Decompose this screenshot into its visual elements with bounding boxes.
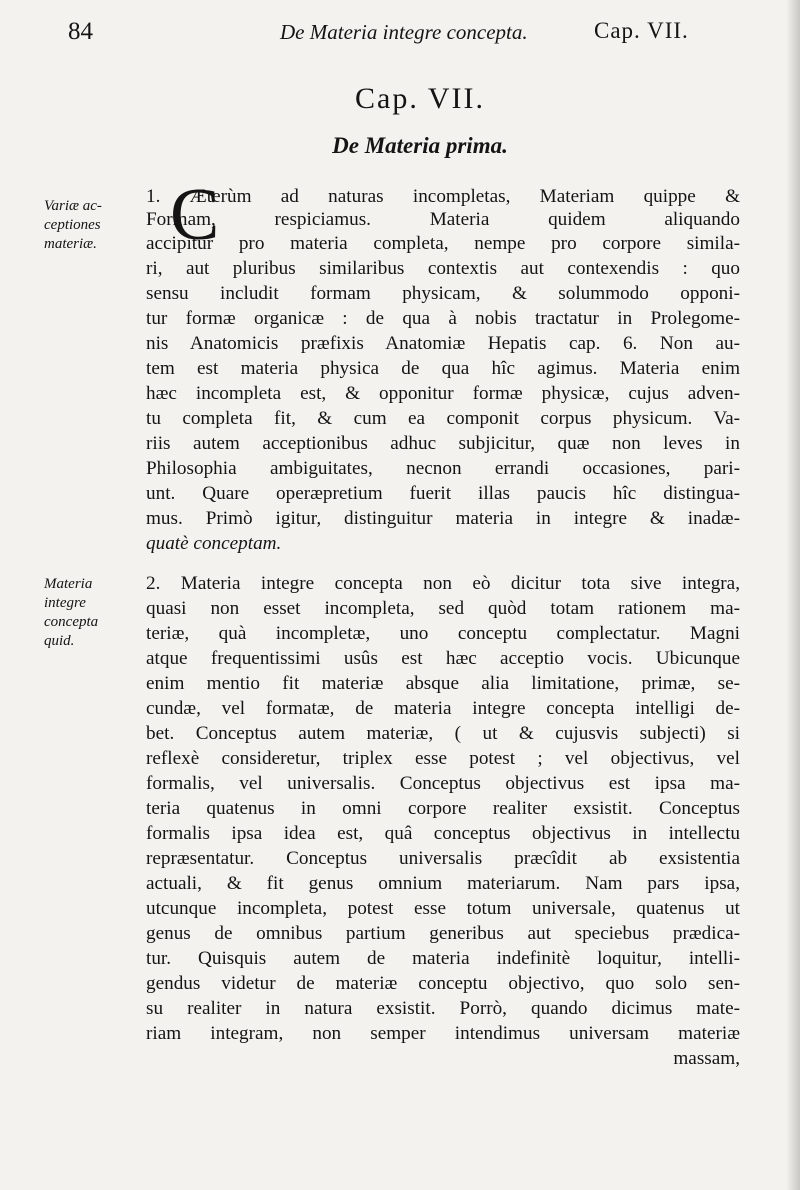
text-line: unt. Quare operæpretium fuerit illas paucis hîc distingua- [146, 483, 740, 504]
text-line: repræsentatur. Conceptus universalis præcîdit ab exsistentia [146, 848, 740, 869]
text-line: formalis, vel universalis. Conceptus objectivus est ipsa ma- [146, 773, 740, 794]
text-line: sensu includit formam physicam, & solummodo opponi- [146, 283, 740, 304]
text-line: quasi non esset incompleta, sed quòd totam rationem ma- [146, 598, 740, 619]
drop-cap: C [170, 174, 220, 256]
text-line: utcunque incompleta, potest esse totum universale, quatenus ut [146, 898, 740, 919]
margin-note-line: materiæ. [44, 236, 97, 252]
text-line: tur. Quisquis autem de materia indefinitè loquitur, intelli- [146, 948, 740, 969]
margin-note-line: Materia [44, 576, 93, 592]
text-line: bet. Conceptus autem materiæ, ( ut & cujusvis subjecti) si [146, 723, 740, 744]
chapter-title: De Materia prima. [332, 133, 508, 158]
running-chapter-ref: Cap. VII. [594, 18, 689, 43]
text-line: quatè conceptam. [146, 533, 282, 554]
text-line: su realiter in natura exsistit. Porrò, quando dicimus mate- [146, 998, 740, 1019]
text-line: mus. Primò igitur, distinguitur materia in integre & inadæ- [146, 508, 740, 529]
text-line: enim mentio fit materiæ absque alia limitatione, primæ, se- [146, 673, 740, 694]
text-line: reflexè consideretur, triplex esse potest ; vel objectivus, vel [146, 748, 740, 769]
text-line: formalis ipsa idea est, quâ conceptus objectivus in intellectu [146, 823, 740, 844]
text-line: Philosophia ambiguitates, necnon errandi occasiones, pari- [146, 458, 740, 479]
page-number: 84 [68, 18, 93, 45]
text-line: atque frequentissimi usûs est hæc acceptio vocis. Ubicunque [146, 648, 740, 669]
margin-note-line: quid. [44, 633, 75, 649]
margin-note-line: concepta [44, 614, 99, 630]
page-header [0, 14, 800, 54]
text-line: gendus videtur de materiæ conceptu objectivo, quo solo sen- [146, 973, 740, 994]
text-line: Formam, respiciamus. Materia quidem aliquando [146, 209, 740, 230]
margin-note-line: integre [44, 595, 86, 611]
text-line: nis Anatomicis præfixis Anatomiæ Hepatis cap. 6. Non au- [146, 333, 740, 354]
text-line: teriæ, quà incompletæ, uno conceptu complectatur. Magni [146, 623, 740, 644]
text-line: actuali, & fit genus omnium materiarum. Nam pars ipsa, [146, 873, 740, 894]
text-line: tu completa fit, & cum ea componit corpus physicum. Va- [146, 408, 740, 429]
margin-note-line: Variæ ac- [44, 198, 102, 214]
chapter-heading: Cap. VII. [355, 82, 485, 115]
text-line: tem est materia physica de qua hîc agimus. Materia enim [146, 358, 740, 379]
text-line: teria quatenus in omni corpore realiter exsistit. Conceptus [146, 798, 740, 819]
text-line: riam integram, non semper intendimus universam materiæ [146, 1023, 740, 1044]
page-edge-shadow [786, 0, 800, 1190]
text-line: 1. Æterùm ad naturas incompletas, Materiam quippe & [146, 186, 740, 207]
text-line: genus de omnibus partium generibus aut speciebus prædica- [146, 923, 740, 944]
text-line: accipitur pro materia completa, nempe pro corpore simila- [146, 233, 740, 254]
margin-note-acceptions [44, 197, 130, 254]
text-line: tur formæ organicæ : de qua à nobis tractatur in Prolegome- [146, 308, 740, 329]
margin-note-materia-integre [44, 575, 130, 651]
margin-note-line: ceptiones [44, 217, 101, 233]
text-line: ri, aut pluribus similaribus contextis aut contexendis : quo [146, 258, 740, 279]
catchword: massam, [673, 1048, 740, 1069]
text-line: cundæ, vel formatæ, de materia integre concepta intelligi de- [146, 698, 740, 719]
text-line: hæc incompleta est, & opponitur formæ physicæ, cujus adven- [146, 383, 740, 404]
text-line: 2. Materia integre concepta non eò dicitur tota sive integra, [146, 573, 740, 594]
running-title: De Materia integre concepta. [280, 20, 528, 44]
text-line: riis autem acceptionibus adhuc subjicitur, quæ non leves in [146, 433, 740, 454]
